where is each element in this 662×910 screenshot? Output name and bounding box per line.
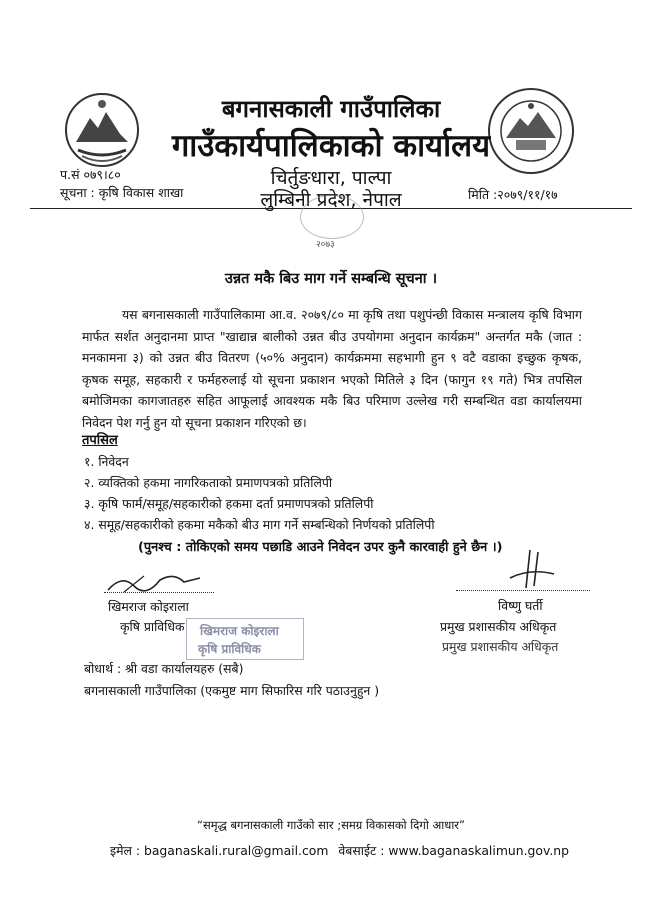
list-item: १. निवेदन: [84, 454, 129, 469]
issue-date: मिति :२०७९/११/१७: [468, 187, 558, 202]
list-item: ४. समूह/सहकारीको हकमा मकैको बीउ माग गर्ने सम्बन्धिको निर्णयको प्रतिलिपी: [84, 517, 435, 532]
left-signature-line: [104, 592, 214, 593]
notice-branch: सूचना : कृषि विकास शाखा: [60, 185, 184, 200]
left-signer-name: खिमराज कोइराला: [108, 599, 189, 614]
office-stamp: [300, 195, 364, 239]
right-signer-stamp: प्रमुख प्रशासकीय अधिकृत: [442, 639, 559, 654]
list-item: ३. कृषि फार्म/समूह/सहकारीको हकमा दर्ता प्रमाणपत्रको प्रतिलिपी: [84, 496, 374, 511]
email-link[interactable]: baganaskali.rural@gmail.com: [143, 843, 329, 858]
notice-title: उन्नत मकै बिउ माग गर्ने सम्बन्धि सूचना ।: [224, 271, 438, 287]
footer-motto: “समृद्ध बगनासकाली गाउँको सार ;समग्र विकासको दिगो आधार”: [197, 818, 465, 832]
website-label: वेबसाईट :: [338, 843, 385, 858]
right-signer-position: प्रमुख प्रशासकीय अधिकृत: [440, 619, 557, 634]
list-item: २. व्यक्तिको हकमा नागरिकताको प्रमाणपत्रको प्रतिलिपी: [84, 475, 333, 490]
notice-body: [82, 304, 582, 434]
left-signature: [104, 568, 224, 600]
email-label: इमेल :: [110, 843, 141, 858]
municipality-name: बगनासकाली गाउँपालिका: [221, 95, 441, 123]
cc-line-1: बोधार्थ : श्री वडा कार्यालयहरु (सबै): [84, 661, 244, 676]
left-stamp-position: कृषि प्राविधिक: [198, 642, 261, 656]
cc-line-2: बगनासकाली गाउँपालिका (एकमुष्ट माग सिफारिस गरि पठाउनुहुन ): [84, 683, 380, 698]
office-location: चिर्तुङधारा, पाल्पा: [270, 167, 392, 189]
postscript-note: (पुनश्च : तोकिएको समय पछाडि आउने निवेदन उपर कुनै कारवाही हुने छैन ।): [138, 540, 503, 555]
province-country: लुम्बिनी प्रदेश, नेपाल: [260, 189, 402, 211]
right-signature-line: [456, 590, 590, 591]
right-signer-name: विष्णु घर्ती: [498, 598, 543, 613]
left-signer-position: कृषि प्राविधिक: [120, 619, 185, 634]
stamp-number: २०७३: [316, 240, 335, 250]
office-name: गाउँकार्यपालिकाको कार्यालय: [171, 128, 491, 164]
website-link[interactable]: www.baganaskalimun.gov.np: [388, 843, 570, 858]
left-stamp-name: खिमराज कोइराला: [200, 624, 279, 638]
notice-body-text: यस बगनासकाली गाउँपालिकामा आ.व. २०७९/८० मा कृषि तथा पशुपंन्छी विकास मन्त्रालय कृषि विभाग मार्फत सर्शत अनुदानमा प्राप्त "खाद्यान्न बालीको उन्नत बीउ उपयोगमा अनुदान कार्यक्रम" अन्तर्गत मकै (जात : मनकामना ३) को उन्नत बीउ वितरण (५०% अनुदान) कार्यक्रममा सहभागी हुन ९ वटै वडाका इच्छुक कृषक, कृषक समूह, सहकारी र फर्महरुलाई यो सूचना प्रकाशन भएको मितिले ३ दिन (फागुन १९ गते) भित्र तपसिल बमोजिमका कागजातहरु सहित आफूलाई आवश्यक मकै बिउ परिमाण उल्लेख गरी सम्बन्धित वडा कार्यालयमा निवेदन पेश गर्नु हुन यो सूचना प्रकाशन गरिएको छ।: [82, 307, 582, 430]
tapasil-heading: तपसिल: [82, 433, 118, 448]
footer-contact: [110, 842, 569, 859]
reference-number: प.सं ०७९।८०: [60, 167, 121, 182]
